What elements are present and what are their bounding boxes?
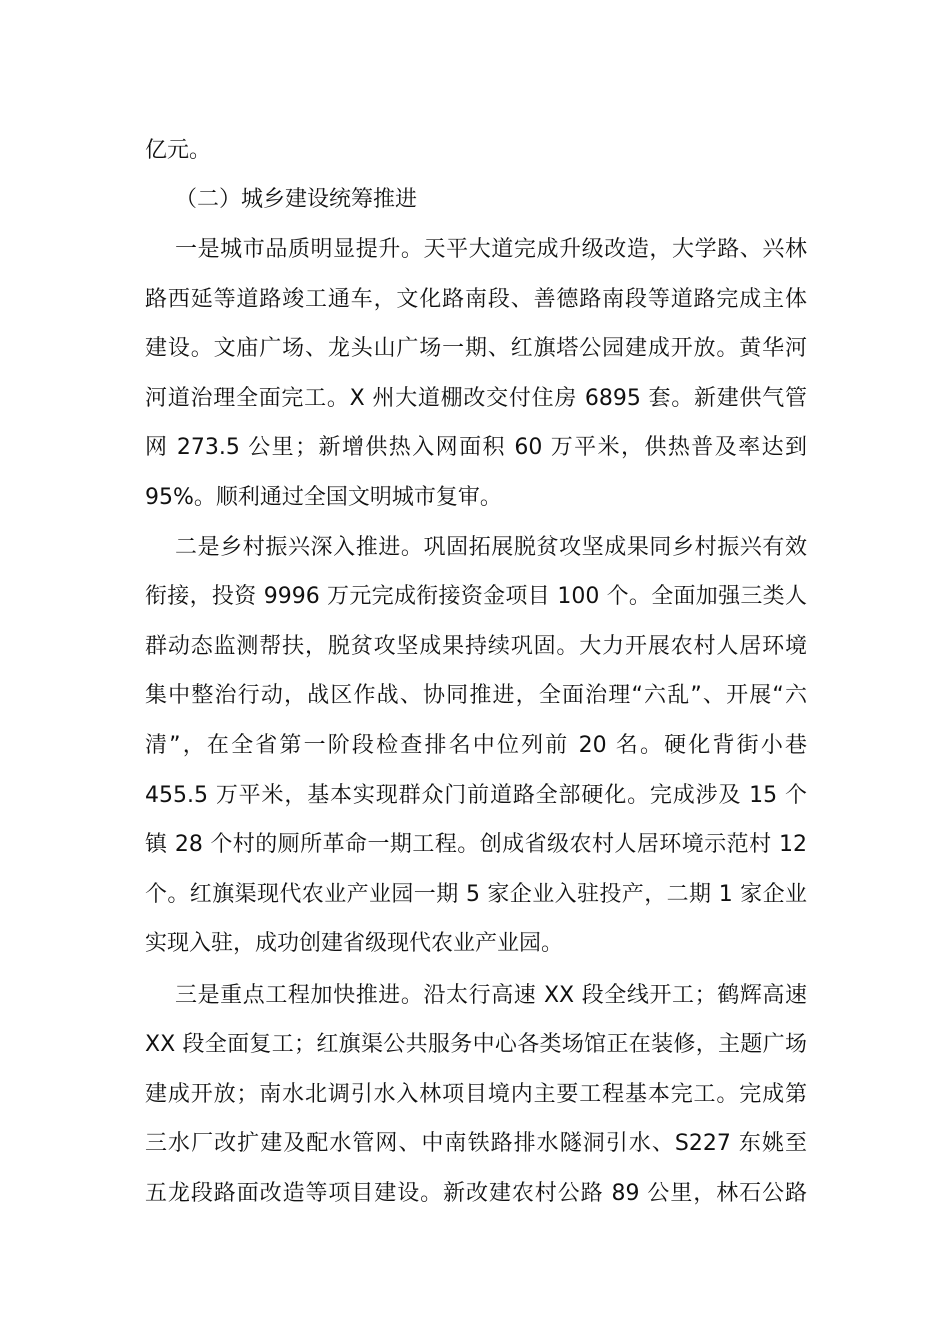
paragraph-3-line-1: 三是重点工程加快推进。沿太行高速 XX 段全线开工；鹤辉高速 [175,983,807,1008]
paragraph-2-line-5: 清”，在全省第一阶段检查排名中位列前 20 名。硬化背街小巷 [145,733,807,758]
paragraph-tail-line: 亿元。 [145,138,212,163]
paragraph-2-line-7: 镇 28 个村的厕所革命一期工程。创成省级农村人居环境示范村 12 [145,832,807,857]
paragraph-3-line-4: 三水厂改扩建及配水管网、中南铁路排水隧洞引水、S227 东姚至 [145,1131,807,1156]
paragraph-3-line-3: 建成开放；南水北调引水入林项目境内主要工程基本完工。完成第 [145,1082,807,1107]
section-heading: （二）城乡建设统筹推进 [175,187,418,212]
paragraph-2-line-4: 集中整治行动，战区作战、协同推进，全面治理“六乱”、开展“六 [145,683,807,708]
paragraph-1-line-3: 建设。文庙广场、龙头山广场一期、红旗塔公园建成开放。黄华河 [145,336,807,361]
paragraph-2-line-1: 二是乡村振兴深入推进。巩固拓展脱贫攻坚成果同乡村振兴有效 [175,535,807,560]
paragraph-1-line-5: 网 273.5 公里；新增供热入网面积 60 万平米，供热普及率达到 [145,435,807,460]
paragraph-1-line-4: 河道治理全面完工。X 州大道棚改交付住房 6895 套。新建供气管 [145,386,807,411]
paragraph-2-line-3: 群动态监测帮扶，脱贫攻坚成果持续巩固。大力开展农村人居环境 [145,634,807,659]
paragraph-2-line-9: 实现入驻，成功创建省级现代农业产业园。 [145,931,564,956]
paragraph-3-line-5: 五龙段路面改造等项目建设。新改建农村公路 89 公里，林石公路 [145,1181,807,1206]
paragraph-1-line-6: 95%。顺利通过全国文明城市复审。 [145,485,502,510]
paragraph-1-line-1: 一是城市品质明显提升。天平大道完成升级改造，大学路、兴林 [175,237,807,262]
paragraph-2-line-2: 衔接，投资 9996 万元完成衔接资金项目 100 个。全面加强三类人 [145,584,807,609]
paragraph-2-line-8: 个。红旗渠现代农业产业园一期 5 家企业入驻投产，二期 1 家企业 [145,882,807,907]
paragraph-3-line-2: XX 段全面复工；红旗渠公共服务中心各类场馆正在装修，主题广场 [145,1032,807,1057]
paragraph-2-line-6: 455.5 万平米，基本实现群众门前道路全部硬化。完成涉及 15 个 [145,783,807,808]
paragraph-1-line-2: 路西延等道路竣工通车，文化路南段、善德路南段等道路完成主体 [145,287,807,312]
